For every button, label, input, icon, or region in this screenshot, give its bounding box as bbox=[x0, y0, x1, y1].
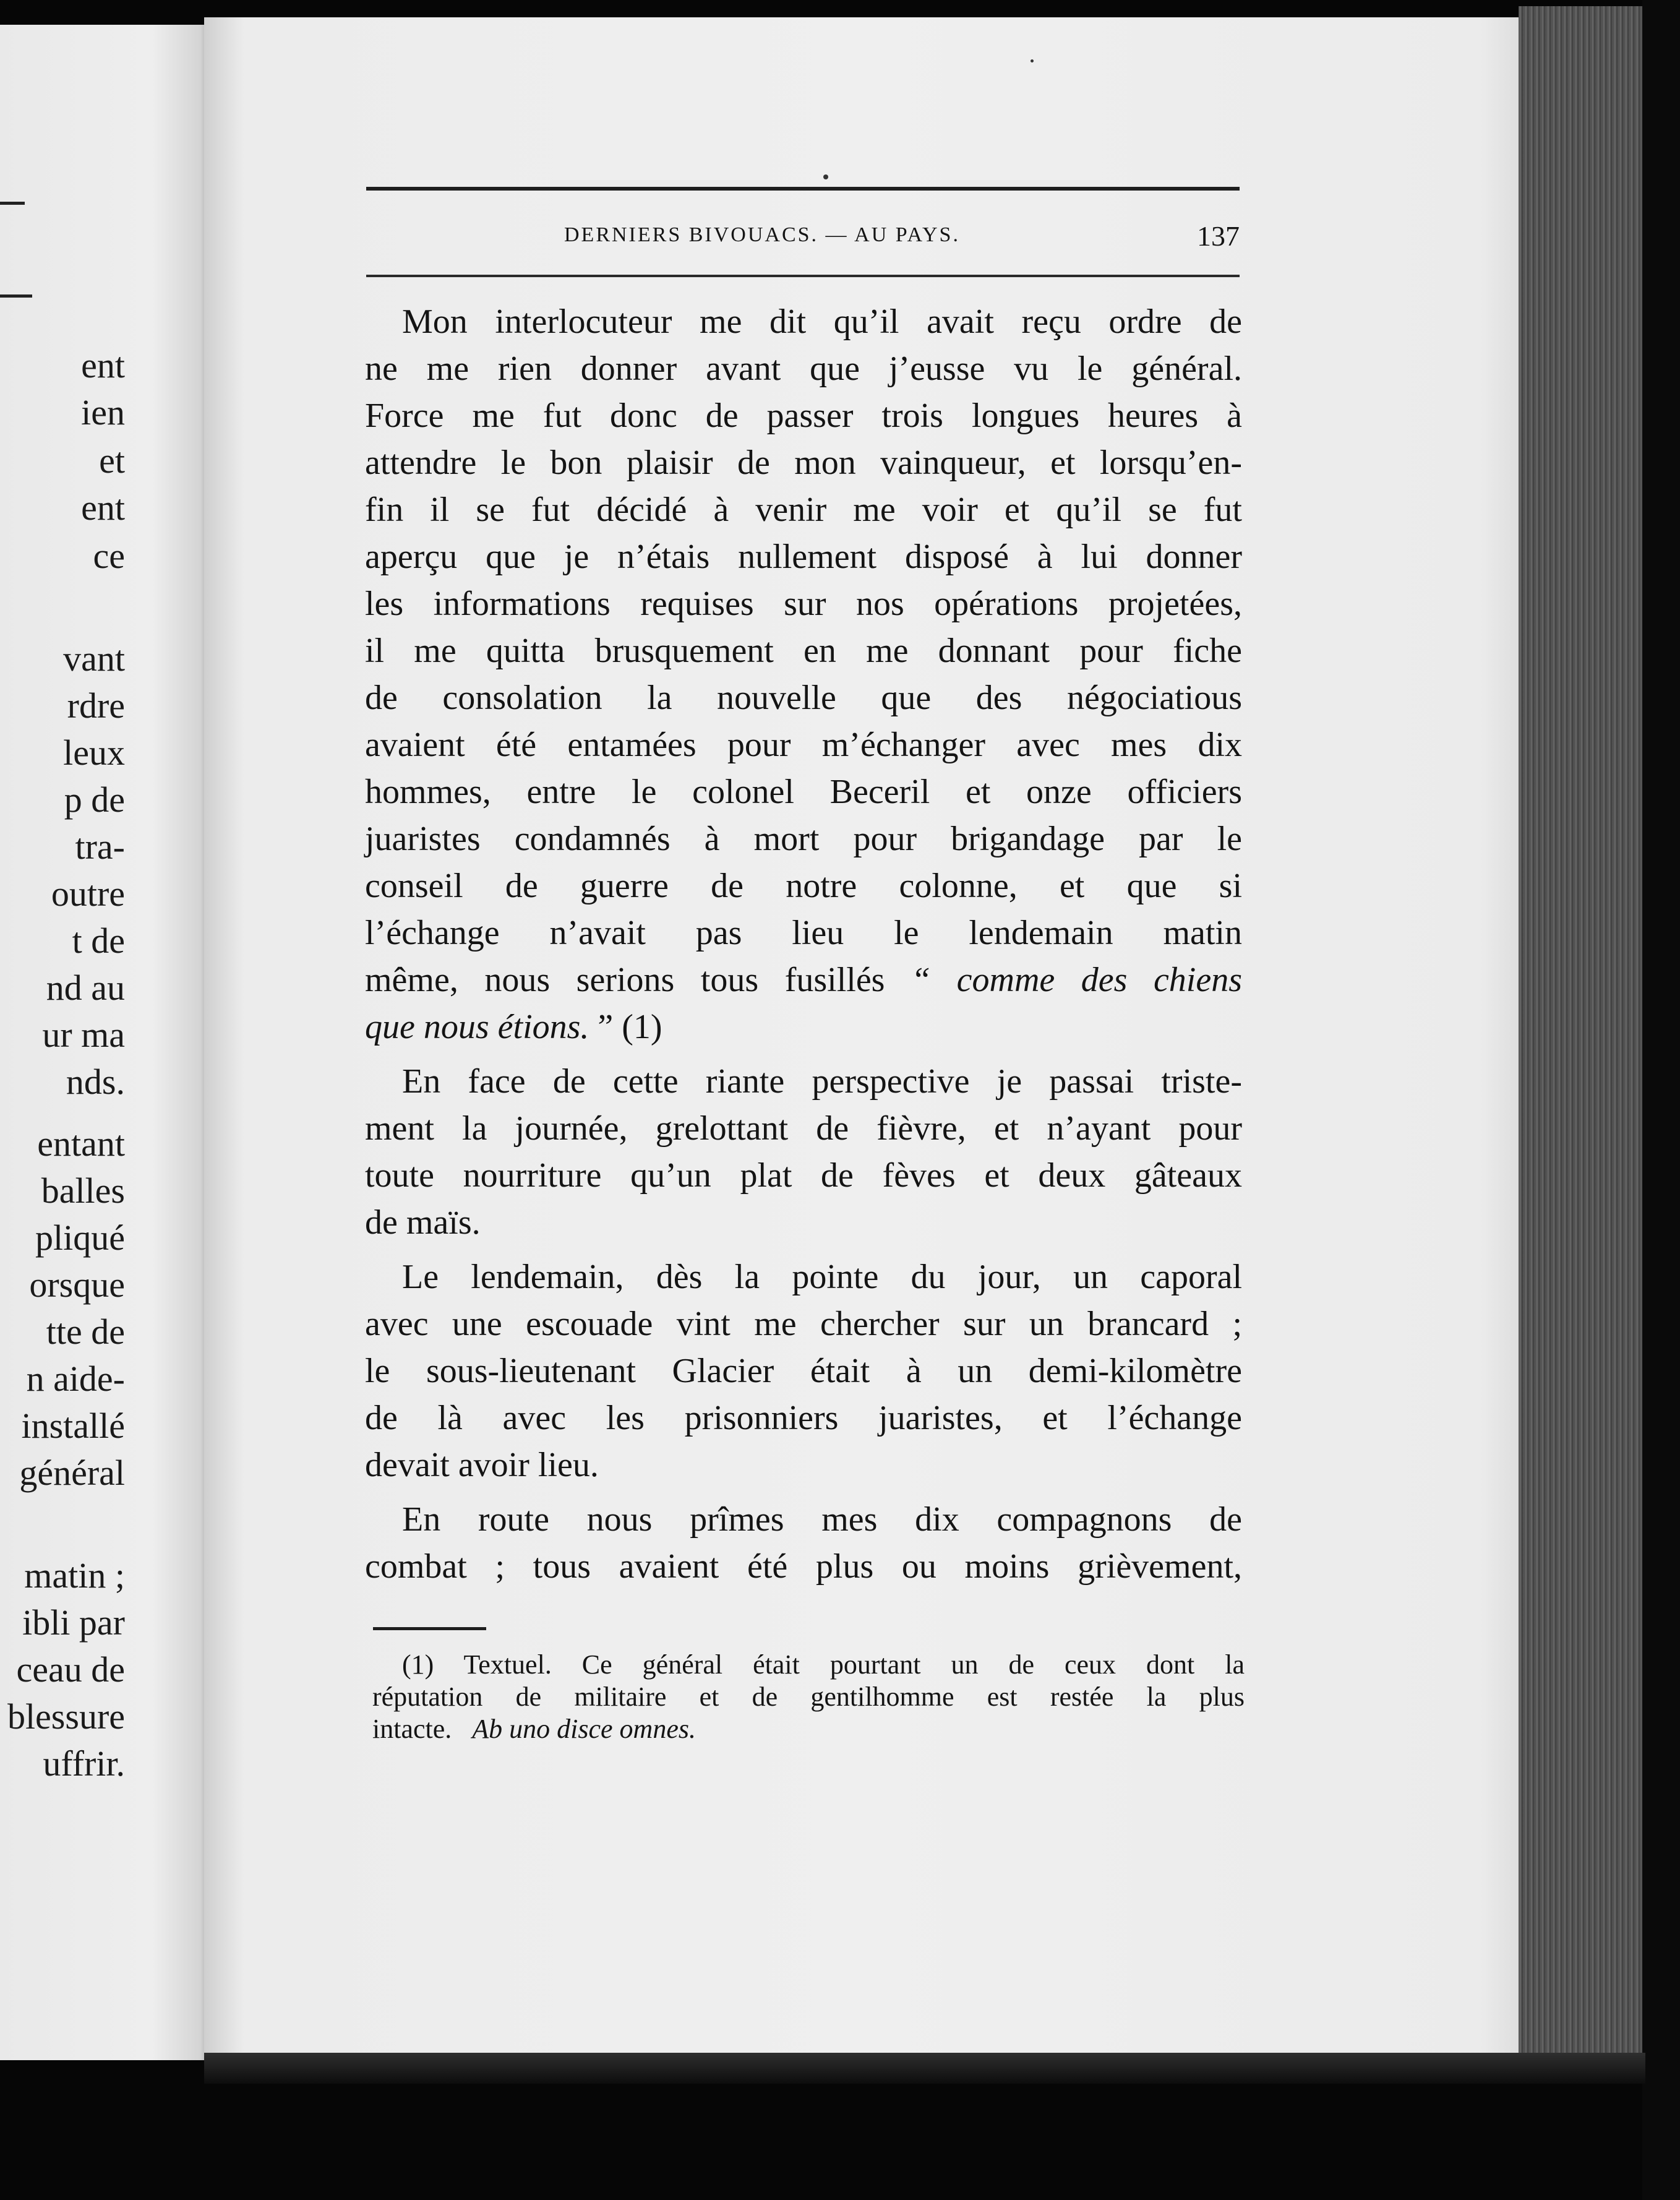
text-line: toute nourriture qu’un plat de fèves et deux gâteaux bbox=[365, 1156, 1242, 1195]
left-fragment: ce bbox=[93, 536, 125, 576]
left-fragment: et bbox=[99, 440, 125, 481]
running-head bbox=[366, 220, 1240, 257]
left-fragment: uffrir. bbox=[43, 1743, 125, 1784]
text-line: l’échange n’avait pas lieu le lendemain matin bbox=[365, 914, 1242, 952]
left-fragment: matin ; bbox=[24, 1555, 125, 1596]
text-line: il me quitta brusquement en me donnant pour fiche bbox=[365, 632, 1242, 670]
text-line: devait avoir lieu. bbox=[365, 1446, 599, 1484]
text-line bbox=[365, 1003, 1242, 1051]
footnote-rule bbox=[373, 1627, 486, 1630]
footnote bbox=[372, 1649, 1245, 1745]
text-line: Force me fut donc de passer trois longues heures à bbox=[365, 397, 1242, 435]
text-line: de maïs. bbox=[365, 1203, 481, 1242]
body-text bbox=[365, 298, 1242, 1590]
ink-speck bbox=[823, 174, 828, 179]
left-fragment: orsque bbox=[29, 1265, 125, 1305]
left-fragment: n aide- bbox=[26, 1359, 125, 1399]
left-page-rule bbox=[0, 202, 25, 205]
left-fragment: blessure bbox=[7, 1696, 125, 1737]
text-line: avaient été entamées pour m’échanger avec mes dix bbox=[365, 726, 1242, 764]
left-fragment: tra- bbox=[75, 827, 125, 867]
paragraph-gap bbox=[365, 1051, 1242, 1058]
left-fragment: t de bbox=[72, 921, 125, 961]
text-line: Mon interlocuteur me dit qu’il avait reçu ordre de bbox=[402, 303, 1242, 341]
text-line: combat ; tous avaient été plus ou moins grièvement, bbox=[365, 1547, 1242, 1586]
text-line: ment la journée, grelottant de fièvre, et n’ayant pour bbox=[365, 1109, 1242, 1148]
text-line: Le lendemain, dès la pointe du jour, un caporal bbox=[402, 1258, 1242, 1296]
text-line: aperçu que je n’étais nullement disposé à lui donner bbox=[365, 538, 1242, 576]
text-line: hommes, entre le colonel Beceril et onze officiers bbox=[365, 773, 1242, 811]
left-fragment: général bbox=[19, 1453, 125, 1493]
text-line: fin il se fut décidé à venir me voir et qu’il se fut bbox=[365, 491, 1242, 529]
footnote-marker: ” (1) bbox=[589, 1008, 662, 1046]
left-fragment: nds. bbox=[66, 1062, 125, 1102]
left-fragment: p de bbox=[64, 780, 125, 820]
quote-italic: que nous étions. bbox=[365, 1008, 589, 1046]
footnote-line: (1) Textuel. Ce général était pourtant un de ceux dont la bbox=[402, 1649, 1245, 1680]
paragraph-gap bbox=[365, 1489, 1242, 1496]
text-line: de consolation la nouvelle que des négociatious bbox=[365, 679, 1242, 717]
text-line: En face de cette riante perspective je passai triste- bbox=[402, 1062, 1242, 1101]
left-fragment: ien bbox=[81, 392, 125, 432]
page-bottom-shadow bbox=[204, 2053, 1645, 2084]
left-fragment: balles bbox=[41, 1171, 125, 1211]
quote-italic: “ comme des chiens bbox=[911, 961, 1243, 999]
text-line: attendre le bon plaisir de mon vainqueur, et lorsqu’en- bbox=[365, 444, 1242, 482]
running-title: DERNIERS BIVOUACS. — AU PAYS. bbox=[564, 223, 960, 246]
footnote-line: réputation de militaire et de gentilhomme est restée la plus bbox=[372, 1682, 1245, 1712]
left-fragment: tte de bbox=[46, 1312, 125, 1352]
header-rule-bottom bbox=[366, 275, 1240, 277]
left-fragment: rdre bbox=[67, 685, 125, 726]
left-fragment: pliqué bbox=[35, 1218, 125, 1258]
page-number: 137 bbox=[1197, 220, 1240, 252]
ink-speck bbox=[1031, 59, 1034, 62]
left-fragment: ceau de bbox=[16, 1649, 125, 1690]
left-page-rule bbox=[0, 294, 32, 298]
text-line: En route nous prîmes mes dix compagnons de bbox=[402, 1500, 1242, 1539]
text-line: ne me rien donner avant que j’eusse vu le général. bbox=[365, 350, 1242, 388]
text-line: conseil de guerre de notre colonne, et que si bbox=[365, 867, 1242, 905]
text-line bbox=[365, 956, 1242, 1003]
left-facing-page bbox=[0, 25, 218, 2060]
left-fragment: ent bbox=[81, 345, 125, 385]
page-block-edge bbox=[1519, 6, 1642, 2054]
page-edge-shadow bbox=[1642, 0, 1680, 2200]
left-fragment: entant bbox=[37, 1124, 125, 1164]
left-fragment: ibli par bbox=[22, 1602, 125, 1643]
text-line: les informations requises sur nos opérations projetées, bbox=[365, 585, 1242, 623]
left-fragment: ent bbox=[81, 488, 125, 528]
header-rule-top bbox=[366, 187, 1240, 191]
left-fragment: ur ma bbox=[42, 1015, 125, 1055]
left-fragment: outre bbox=[51, 874, 125, 914]
paragraph-gap bbox=[365, 1246, 1242, 1253]
text-line: avec une escouade vint me chercher sur un brancard ; bbox=[365, 1305, 1242, 1343]
left-fragment: vant bbox=[63, 638, 125, 679]
footnote-text: intacte. bbox=[372, 1714, 452, 1744]
left-fragment: nd au bbox=[46, 968, 125, 1008]
left-fragment: installé bbox=[21, 1406, 125, 1446]
text-line: juaristes condamnés à mort pour brigandage par le bbox=[365, 820, 1242, 858]
footnote-line bbox=[372, 1713, 1245, 1745]
left-fragment: leux bbox=[63, 733, 125, 773]
text-line: le sous-lieutenant Glacier était à un demi-kilomètre bbox=[365, 1352, 1242, 1390]
left-page-text-fragments bbox=[0, 25, 218, 2060]
text-line: de là avec les prisonniers juaristes, et l’échange bbox=[365, 1399, 1242, 1437]
footnote-italic: Ab uno disce omnes. bbox=[472, 1714, 696, 1744]
text-line-roman: même, nous serions tous fusillés bbox=[365, 961, 885, 999]
